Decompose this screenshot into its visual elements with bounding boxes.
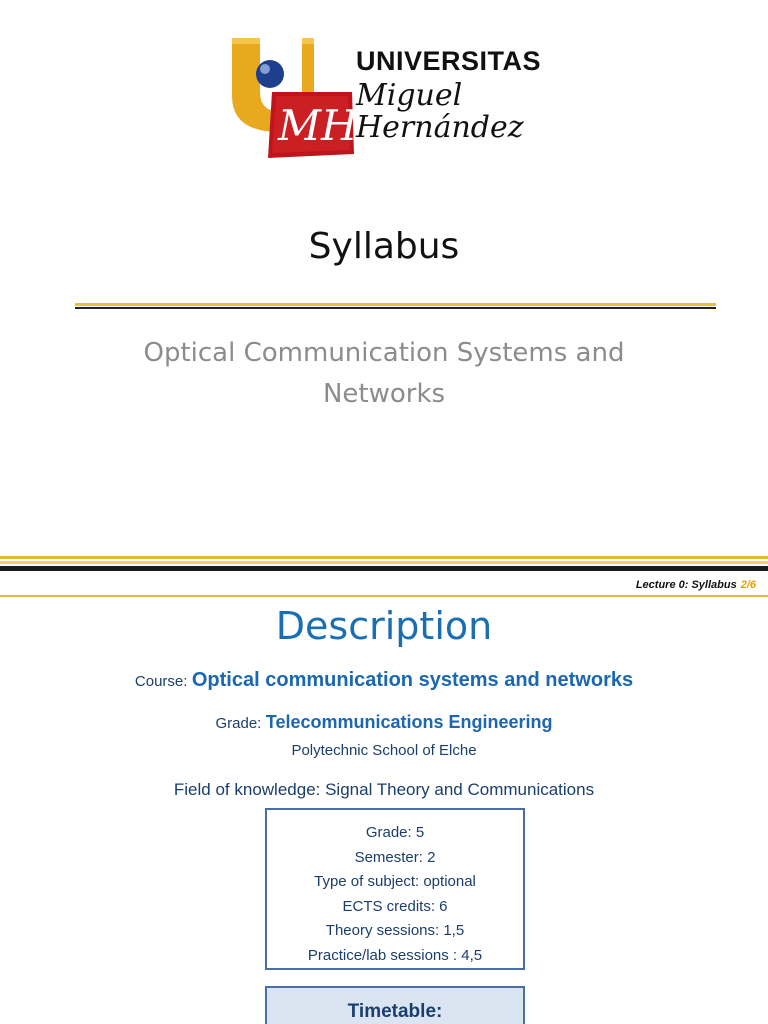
grade-value: Telecommunications Engineering [265, 712, 553, 732]
school-name: Polytechnic School of Elche [291, 742, 477, 759]
lecture-label: Lecture 0: Syllabus [635, 579, 737, 591]
course-label: Course: [134, 673, 188, 690]
logo-wordmark [356, 48, 541, 143]
logo-line-2: Miguel [356, 78, 463, 113]
description-slide [0, 556, 768, 1024]
university-logo [230, 34, 550, 166]
info-semester: Semester: 2 [354, 848, 436, 866]
logo-line-3: Hernández [356, 110, 524, 145]
course-value: Optical communication systems and networks [191, 669, 634, 691]
grade-label: Grade: [215, 715, 262, 732]
slide-subtitle: Optical Communication Systems and Networks [143, 338, 625, 409]
slide-title: Syllabus [308, 226, 460, 267]
course-row [0, 669, 768, 692]
info-theory: Theory sessions: 1,5 [325, 922, 465, 940]
info-practice: Practice/lab sessions : 4,5 [307, 946, 483, 964]
university-emblem-icon [230, 34, 360, 166]
subject-info-box [265, 808, 525, 970]
info-type: Type of subject: optional [314, 873, 476, 891]
grade-row [0, 712, 768, 733]
logo-monogram: MH [278, 101, 358, 150]
header-band [0, 556, 768, 574]
header-rule [0, 595, 768, 597]
info-grade: Grade: 5 [365, 824, 425, 841]
title-divider [75, 303, 716, 310]
timetable-box [265, 986, 525, 1024]
field-of-knowledge: Field of knowledge: Signal Theory and Communications [173, 780, 595, 799]
timetable-label: Timetable: [347, 1001, 443, 1022]
lecture-header [636, 579, 756, 591]
logo-line-1: UNIVERSITAS [356, 46, 542, 76]
description-title: Description [275, 604, 493, 648]
page-number: 2/6 [740, 579, 756, 591]
info-ects: ECTS credits: 6 [342, 897, 448, 915]
